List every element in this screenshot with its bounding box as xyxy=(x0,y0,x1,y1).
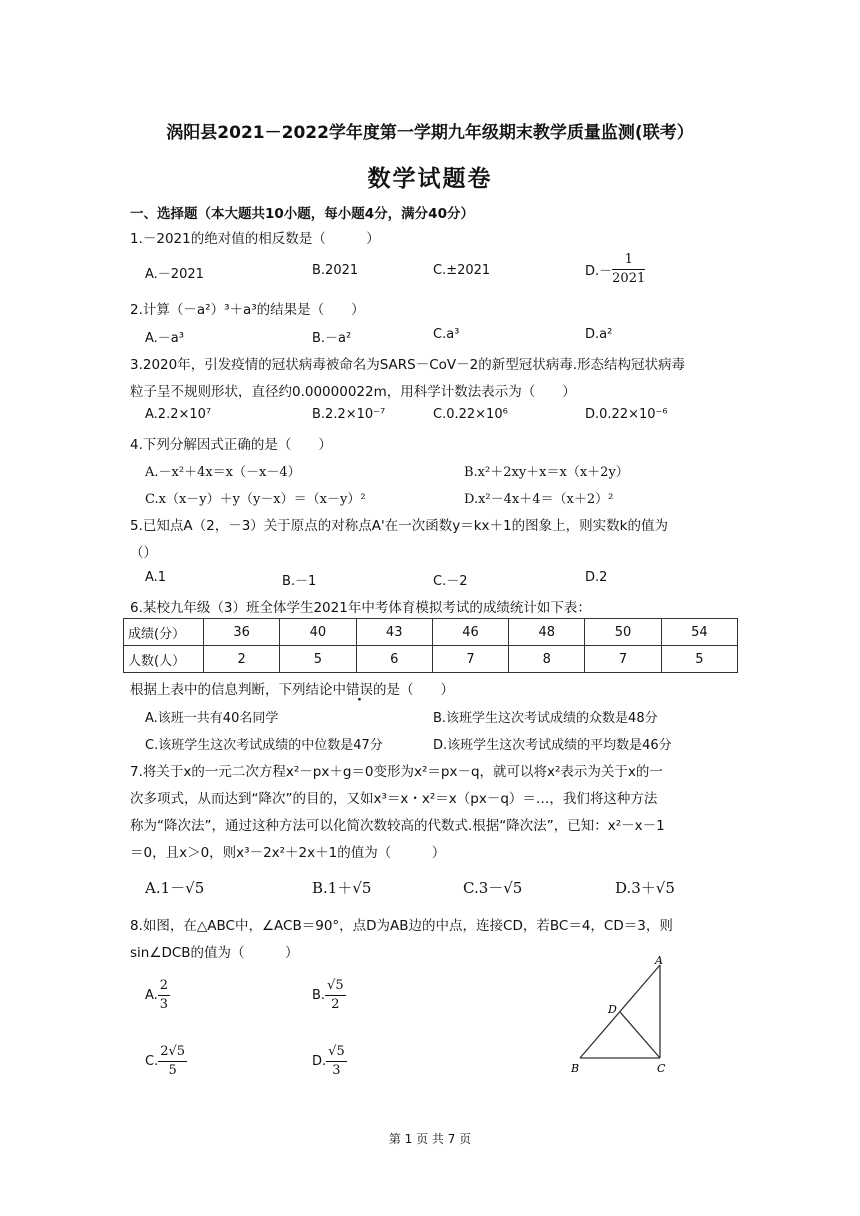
q3-stem-line2: 粒子呈不规则形状，直径约0.00000022m，用科学计数法表示为（ ） xyxy=(130,384,576,400)
q5-option-b: B.－1 xyxy=(282,574,317,589)
page-footer: 第 1 页 共 7 页 xyxy=(388,1132,472,1146)
q3-option-d: D.0.22×10⁻⁶ xyxy=(585,407,668,422)
q8-c-prefix: C. xyxy=(145,1054,159,1069)
q8-b-fraction xyxy=(325,977,346,1014)
q8-c-den: 5 xyxy=(168,1063,177,1078)
q5-option-c: C.－2 xyxy=(433,574,468,589)
q8-a-num: 2 xyxy=(158,977,170,996)
q1-option-c: C.±2021 xyxy=(433,263,491,278)
q7-stem-line3: 称为“降次法”，通过这种方法可以化简次数较高的代数式.根据“降次法”，已知：x²－x－1 xyxy=(130,818,665,834)
score-row-label: 成绩(分） xyxy=(124,619,204,646)
q4-option-c: C.x（x－y）＋y（y－x）＝（x－y）² xyxy=(145,492,366,507)
q3-option-a: A.2.2×10⁷ xyxy=(145,407,212,422)
score-cell: 36 xyxy=(204,619,280,646)
label-d: D xyxy=(608,1003,617,1016)
q8-d-num: √5 xyxy=(326,1043,347,1062)
q7-stem-line4: ＝0，且x＞0，则x³－2x²＋2x＋1的值为（ ） xyxy=(130,845,446,861)
exam-title: 涡阳县2021－2022学年度第一学期九年级期末教学质量监测(联考） xyxy=(166,123,694,143)
q8-c-num: 2√5 xyxy=(158,1043,187,1062)
q2-option-b: B.－a² xyxy=(312,331,352,346)
q6-question-post: 的是（ ） xyxy=(373,682,454,698)
q8-a-fraction xyxy=(158,977,170,1014)
q3-option-b: B.2.2×10⁻⁷ xyxy=(312,407,386,422)
q3-stem-line1: 3.2020年，引发疫情的冠状病毒被命名为SARS－CoV－2的新型冠状病毒.形态结构冠状病毒 xyxy=(130,357,686,373)
triangle-figure xyxy=(566,950,676,1080)
q8-b-prefix: B. xyxy=(312,988,326,1003)
count-cell: 8 xyxy=(509,646,585,673)
q8-a-den: 3 xyxy=(159,997,169,1012)
q1-option-d-fraction xyxy=(612,251,645,288)
score-cell: 43 xyxy=(356,619,432,646)
q1-stem: 1.－2021的绝对值的相反数是（ ） xyxy=(130,231,380,247)
count-cell: 2 xyxy=(204,646,280,673)
q1-d-den: 2021 xyxy=(612,271,646,286)
q8-b-den: 2 xyxy=(331,997,340,1012)
q5-stem-line2: （） xyxy=(130,545,157,561)
q8-d-den: 3 xyxy=(332,1063,341,1078)
q1-option-d xyxy=(585,251,645,288)
q1-option-b: B.2021 xyxy=(312,263,359,278)
count-cell: 5 xyxy=(661,646,737,673)
count-cell: 7 xyxy=(432,646,508,673)
q7-stem-line1: 7.将关于x的一元二次方程x²－px＋g＝0变形为x²＝px－q，就可以将x²表示为关于x的一 xyxy=(130,764,663,780)
q8-option-d xyxy=(312,1043,347,1080)
q8-b-num: √5 xyxy=(325,977,346,996)
label-c: C xyxy=(657,1062,666,1075)
q6-emphasis: 错误 xyxy=(346,682,373,698)
q7-option-c: C.3－√5 xyxy=(463,879,523,897)
count-row-label: 人数(人） xyxy=(124,646,204,673)
q1-option-d-prefix: D.－ xyxy=(585,264,613,279)
count-row xyxy=(124,646,738,673)
count-cell: 7 xyxy=(585,646,661,673)
q1-d-num: 1 xyxy=(612,251,645,270)
q2-option-a: A.－a³ xyxy=(145,331,184,346)
q8-option-c xyxy=(145,1043,187,1080)
q5-option-d: D.2 xyxy=(585,570,608,585)
score-table xyxy=(123,618,738,673)
score-row xyxy=(124,619,738,646)
score-cell: 48 xyxy=(509,619,585,646)
q5-stem-line1: 5.已知点A（2，－3）关于原点的对称点A'在一次函数y＝kx＋1的图象上，则实数k的值为 xyxy=(130,518,668,534)
q5-option-a: A.1 xyxy=(145,570,167,585)
q8-option-a xyxy=(145,977,170,1014)
score-cell: 40 xyxy=(280,619,356,646)
score-cell: 54 xyxy=(661,619,737,646)
q4-option-b: B.x²＋2xy＋x＝x（x＋2y） xyxy=(464,465,629,480)
q8-d-prefix: D. xyxy=(312,1054,327,1069)
q2-stem: 2.计算（－a²）³＋a³的结果是（ ） xyxy=(130,302,365,318)
q2-option-c: C.a³ xyxy=(433,327,460,342)
q4-stem: 4.下列分解因式正确的是（ ） xyxy=(130,437,332,453)
q8-stem-line1: 8.如图，在△ABC中，∠ACB＝90°，点D为AB边的中点，连接CD，若BC＝4，CD＝3，则 xyxy=(130,918,673,934)
exam-subtitle: 数学试题卷 xyxy=(367,166,493,192)
q4-option-d: D.x²－4x＋4＝（x＋2）² xyxy=(464,492,614,507)
q6-question xyxy=(130,678,454,698)
q7-option-b: B.1＋√5 xyxy=(312,879,372,897)
section-heading: 一、选择题（本大题共10小题，每小题4分，满分40分） xyxy=(130,206,474,222)
q8-a-prefix: A. xyxy=(145,988,158,1003)
q2-option-d: D.a² xyxy=(585,327,613,342)
q3-option-c: C.0.22×10⁶ xyxy=(433,407,508,422)
segment-cd xyxy=(620,1012,660,1058)
q7-stem-line2: 次多项式，从而达到“降次”的目的，又如x³＝x・x²＝x（px－q）＝…，我们将这种方法 xyxy=(130,791,658,807)
count-cell: 5 xyxy=(280,646,356,673)
q6-stem: 6.某校九年级（3）班全体学生2021年中考体育模拟考试的成绩统计如下表： xyxy=(130,600,591,616)
label-a: A xyxy=(655,954,663,967)
q8-d-fraction xyxy=(326,1043,347,1080)
q7-option-d: D.3＋√5 xyxy=(615,879,675,897)
q6-option-a: A.该班一共有40名同学 xyxy=(145,711,279,726)
q8-c-fraction xyxy=(158,1043,187,1080)
label-b: B xyxy=(571,1062,580,1075)
score-cell: 46 xyxy=(432,619,508,646)
q8-option-b xyxy=(312,977,346,1014)
score-cell: 50 xyxy=(585,619,661,646)
q6-option-b: B.该班学生这次考试成绩的众数是48分 xyxy=(433,711,658,726)
q7-option-a: A.1－√5 xyxy=(145,879,205,897)
q4-option-a: A.－x²＋4x＝x（－x－4） xyxy=(145,465,301,480)
count-cell: 6 xyxy=(356,646,432,673)
q6-option-d: D.该班学生这次考试成绩的平均数是46分 xyxy=(433,738,672,753)
q6-question-pre: 根据上表中的信息判断，下列结论中 xyxy=(130,682,346,698)
q8-stem-line2: sin∠DCB的值为（ ） xyxy=(130,945,299,961)
q6-option-c: C.该班学生这次考试成绩的中位数是47分 xyxy=(145,738,383,753)
q1-option-a: A.－2021 xyxy=(145,267,204,282)
